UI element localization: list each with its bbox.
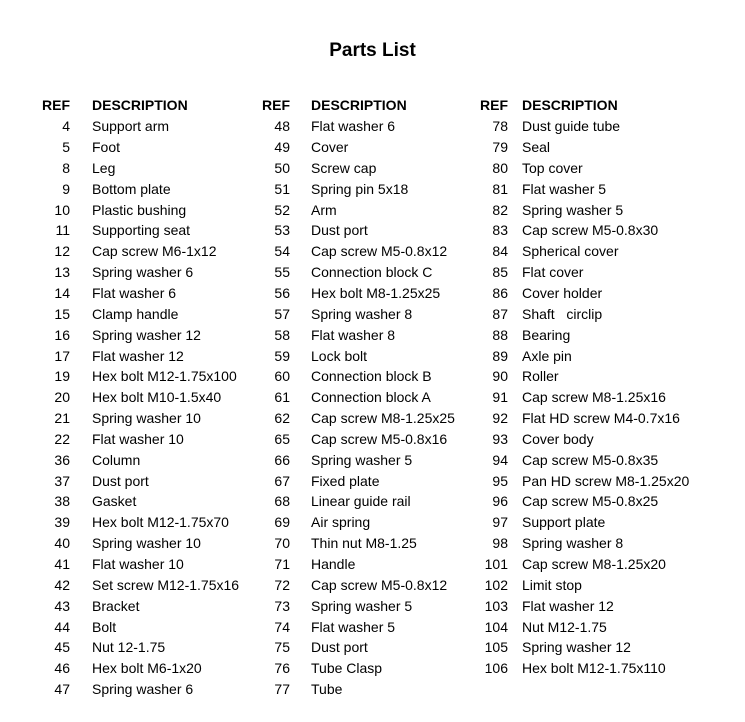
part-description: Cap screw M5-0.8x12 [311, 243, 448, 260]
table-row [421, 158, 689, 179]
part-description: Cap screw M5-0.8x35 [522, 451, 659, 468]
part-description: Lock bolt [311, 347, 368, 364]
part-description: Hex bolt M8-1.25x25 [311, 285, 441, 302]
ref-number: 41 [54, 555, 70, 572]
table-row [0, 533, 239, 554]
table-row [421, 491, 689, 512]
ref-number: 66 [274, 451, 290, 468]
part-description: Spring washer 6 [92, 681, 194, 698]
ref-number: 51 [274, 180, 290, 197]
part-description: Air spring [311, 514, 371, 531]
ref-number: 90 [492, 368, 508, 385]
table-row [0, 283, 239, 304]
part-description: Shaft circlip [522, 305, 603, 322]
part-description: Roller [522, 368, 559, 385]
part-description: Tube Clasp [311, 660, 383, 677]
table-row [421, 449, 689, 470]
table-row [210, 262, 455, 283]
part-description: Flat washer 6 [92, 285, 177, 302]
table-row [0, 554, 239, 575]
table-row [421, 470, 689, 491]
table-row [210, 116, 455, 137]
table-row [421, 220, 689, 241]
ref-number: 61 [274, 389, 290, 406]
part-description: Tube [311, 681, 343, 698]
ref-header: REF [480, 97, 508, 114]
table-row [421, 595, 689, 616]
ref-number: 55 [274, 264, 290, 281]
table-row [0, 303, 239, 324]
ref-number: 36 [54, 451, 70, 468]
ref-number: 92 [492, 410, 508, 427]
ref-number: 94 [492, 451, 508, 468]
table-row [210, 595, 455, 616]
part-description: Spring pin 5x18 [311, 180, 409, 197]
table-row [210, 658, 455, 679]
ref-number: 83 [492, 222, 508, 239]
table-row [210, 220, 455, 241]
table-row [0, 241, 239, 262]
ref-number: 42 [54, 576, 70, 593]
ref-number: 50 [274, 159, 290, 176]
table-row [0, 220, 239, 241]
table-row [0, 449, 239, 470]
part-description: Cap screw M5-0.8x30 [522, 222, 659, 239]
table-row [0, 595, 239, 616]
table-row [210, 429, 455, 450]
table-row [210, 637, 455, 658]
part-description: Fixed plate [311, 472, 380, 489]
part-description: Flat washer 12 [522, 597, 614, 614]
ref-number: 71 [274, 555, 290, 572]
table-row [421, 116, 689, 137]
table-row [421, 616, 689, 637]
ref-number: 96 [492, 493, 508, 510]
parts-column-3 [421, 95, 689, 679]
part-description: Bolt [92, 618, 117, 635]
table-row [210, 241, 455, 262]
part-description: Cap screw M8-1.25x25 [311, 410, 455, 427]
table-row [210, 387, 455, 408]
part-description: Hex bolt M6-1x20 [92, 660, 202, 677]
ref-number: 81 [492, 180, 508, 197]
table-row [421, 137, 689, 158]
ref-number: 88 [492, 326, 508, 343]
ref-number: 47 [54, 681, 70, 698]
ref-number: 54 [274, 243, 290, 260]
table-row [421, 345, 689, 366]
ref-number: 20 [54, 389, 70, 406]
column-header [0, 95, 239, 116]
ref-number: 74 [274, 618, 290, 635]
part-description: Supporting seat [92, 222, 191, 239]
part-description: Cover [311, 139, 349, 156]
ref-number: 65 [274, 430, 290, 447]
table-row [0, 178, 239, 199]
table-row [0, 658, 239, 679]
ref-number: 77 [274, 681, 290, 698]
description-header: DESCRIPTION [311, 97, 407, 114]
part-description: Gasket [92, 493, 137, 510]
table-row [0, 366, 239, 387]
part-description: Spring washer 6 [92, 264, 194, 281]
table-row [210, 178, 455, 199]
part-description: Hex bolt M12-1.75x100 [92, 368, 237, 385]
part-description: Flat washer 5 [311, 618, 396, 635]
table-row [210, 554, 455, 575]
part-description: Cap screw M6-1x12 [92, 243, 217, 260]
part-description: Cap screw M8-1.25x20 [522, 555, 666, 572]
part-description: Dust port [311, 222, 368, 239]
ref-number: 75 [274, 639, 290, 656]
ref-number: 103 [484, 597, 508, 614]
part-description: Flat washer 6 [311, 118, 396, 135]
part-description: Nut 12-1.75 [92, 639, 166, 656]
part-description: Spherical cover [522, 243, 619, 260]
ref-number: 52 [274, 201, 290, 218]
ref-number: 56 [274, 285, 290, 302]
table-row [0, 637, 239, 658]
table-row [421, 178, 689, 199]
table-row [0, 491, 239, 512]
ref-number: 101 [484, 555, 508, 572]
ref-number: 104 [484, 618, 508, 635]
table-row [0, 616, 239, 637]
part-description: Column [92, 451, 141, 468]
ref-number: 95 [492, 472, 508, 489]
table-row [0, 199, 239, 220]
ref-number: 39 [54, 514, 70, 531]
part-description: Hex bolt M10-1.5x40 [92, 389, 222, 406]
ref-number: 17 [54, 347, 70, 364]
table-row [421, 283, 689, 304]
table-row [0, 158, 239, 179]
part-description: Pan HD screw M8-1.25x20 [522, 472, 690, 489]
parts-column-2 [210, 95, 455, 699]
table-row [0, 116, 239, 137]
table-row [210, 345, 455, 366]
ref-number: 15 [54, 305, 70, 322]
part-description: Cover body [522, 430, 594, 447]
table-row [210, 303, 455, 324]
part-description: Dust port [311, 639, 368, 656]
part-description: Flat washer 8 [311, 326, 396, 343]
table-row [210, 470, 455, 491]
ref-number: 91 [492, 389, 508, 406]
part-description: Cover holder [522, 285, 603, 302]
table-row [421, 512, 689, 533]
part-description: Cap screw M5-0.8x12 [311, 576, 448, 593]
part-description: Spring washer 8 [522, 535, 624, 552]
table-row [0, 512, 239, 533]
part-description: Limit stop [522, 576, 582, 593]
ref-number: 102 [484, 576, 508, 593]
part-description: Flat HD screw M4-0.7x16 [522, 410, 680, 427]
ref-number: 44 [54, 618, 70, 635]
part-description: Bottom plate [92, 180, 171, 197]
table-row [421, 429, 689, 450]
ref-number: 93 [492, 430, 508, 447]
table-row [421, 408, 689, 429]
part-description: Axle pin [522, 347, 572, 364]
part-description: Connection block C [311, 264, 433, 281]
part-description: Clamp handle [92, 305, 179, 322]
table-row [0, 408, 239, 429]
part-description: Spring washer 5 [311, 597, 413, 614]
part-description: Flat washer 5 [522, 180, 607, 197]
ref-number: 89 [492, 347, 508, 364]
table-row [0, 345, 239, 366]
ref-number: 53 [274, 222, 290, 239]
table-row [421, 303, 689, 324]
ref-number: 69 [274, 514, 290, 531]
part-description: Nut M12-1.75 [522, 618, 607, 635]
part-description: Spring washer 8 [311, 305, 413, 322]
ref-number: 97 [492, 514, 508, 531]
page-title: Parts List [329, 40, 416, 61]
ref-header: REF [262, 97, 290, 114]
ref-number: 78 [492, 118, 508, 135]
ref-number: 5 [62, 139, 70, 156]
part-description: Spring washer 10 [92, 410, 201, 427]
ref-number: 45 [54, 639, 70, 656]
ref-number: 38 [54, 493, 70, 510]
table-row [421, 199, 689, 220]
ref-number: 22 [54, 430, 70, 447]
part-description: Thin nut M8-1.25 [311, 535, 417, 552]
table-row [0, 429, 239, 450]
description-header: DESCRIPTION [522, 97, 618, 114]
part-description: Flat washer 12 [92, 347, 184, 364]
part-description: Connection block B [311, 368, 432, 385]
ref-number: 82 [492, 201, 508, 218]
part-description: Spring washer 10 [92, 535, 201, 552]
table-row [0, 387, 239, 408]
part-description: Seal [522, 139, 551, 156]
table-row [210, 366, 455, 387]
ref-number: 67 [274, 472, 290, 489]
part-description: Hex bolt M12-1.75x70 [92, 514, 229, 531]
ref-number: 9 [62, 180, 70, 197]
ref-number: 46 [54, 660, 70, 677]
table-row [421, 262, 689, 283]
table-row [210, 491, 455, 512]
part-description: Support plate [522, 514, 606, 531]
ref-number: 58 [274, 326, 290, 343]
parts-column-1 [0, 95, 239, 699]
table-row [421, 324, 689, 345]
ref-number: 86 [492, 285, 508, 302]
table-row [421, 658, 689, 679]
ref-number: 11 [55, 222, 70, 239]
ref-number: 43 [54, 597, 70, 614]
part-description: Spring washer 12 [92, 326, 201, 343]
part-description: Cap screw M8-1.25x16 [522, 389, 666, 406]
ref-number: 49 [274, 139, 290, 156]
ref-number: 87 [492, 305, 508, 322]
table-row [210, 158, 455, 179]
table-row [210, 449, 455, 470]
part-description: Flat cover [522, 264, 584, 281]
ref-number: 14 [54, 285, 70, 302]
table-row [210, 199, 455, 220]
ref-number: 68 [274, 493, 290, 510]
part-description: Top cover [522, 159, 583, 176]
ref-number: 73 [274, 597, 290, 614]
table-row [0, 324, 239, 345]
part-description: Handle [311, 555, 356, 572]
table-row [421, 533, 689, 554]
table-row [210, 137, 455, 158]
ref-number: 4 [62, 118, 70, 135]
part-description: Set screw M12-1.75x16 [92, 576, 240, 593]
ref-number: 84 [492, 243, 508, 260]
table-row [210, 512, 455, 533]
table-row [210, 533, 455, 554]
ref-number: 48 [274, 118, 290, 135]
part-description: Spring washer 5 [311, 451, 413, 468]
ref-number: 79 [492, 139, 508, 156]
table-row [210, 616, 455, 637]
part-description: Leg [92, 159, 116, 176]
ref-number: 19 [54, 368, 70, 385]
part-description: Flat washer 10 [92, 555, 184, 572]
table-row [210, 408, 455, 429]
part-description: Support arm [92, 118, 170, 135]
table-row [0, 679, 239, 700]
part-description: Spring washer 5 [522, 201, 624, 218]
table-row [0, 137, 239, 158]
table-row [421, 574, 689, 595]
ref-number: 59 [274, 347, 290, 364]
ref-number: 70 [274, 535, 290, 552]
column-header [210, 95, 455, 116]
description-header: DESCRIPTION [92, 97, 188, 114]
part-description: Arm [311, 201, 337, 218]
ref-number: 72 [274, 576, 290, 593]
table-row [210, 324, 455, 345]
part-description: Cap screw M5-0.8x25 [522, 493, 659, 510]
ref-number: 16 [54, 326, 70, 343]
table-row [421, 241, 689, 262]
part-description: Screw cap [311, 159, 377, 176]
table-row [0, 470, 239, 491]
table-row [210, 283, 455, 304]
ref-number: 85 [492, 264, 508, 281]
ref-number: 40 [54, 535, 70, 552]
ref-number: 10 [54, 201, 70, 218]
part-description: Dust port [92, 472, 149, 489]
table-row [421, 554, 689, 575]
table-row [421, 366, 689, 387]
table-row [421, 637, 689, 658]
table-row [421, 387, 689, 408]
part-description: Plastic bushing [92, 201, 187, 218]
part-description: Linear guide rail [311, 493, 411, 510]
table-row [0, 262, 239, 283]
ref-number: 106 [484, 660, 508, 677]
ref-number: 60 [274, 368, 290, 385]
part-description: Spring washer 12 [522, 639, 631, 656]
table-row [210, 574, 455, 595]
ref-header: REF [42, 97, 70, 114]
column-header [421, 95, 689, 116]
part-description: Dust guide tube [522, 118, 621, 135]
table-row [210, 679, 455, 700]
ref-number: 13 [54, 264, 70, 281]
ref-number: 8 [62, 159, 70, 176]
ref-number: 80 [492, 159, 508, 176]
part-description: Flat washer 10 [92, 430, 184, 447]
ref-number: 76 [274, 660, 290, 677]
part-description: Hex bolt M12-1.75x110 [522, 660, 666, 677]
part-description: Bracket [92, 597, 140, 614]
part-description: Cap screw M5-0.8x16 [311, 430, 448, 447]
part-description: Foot [92, 139, 121, 156]
ref-number: 12 [54, 243, 70, 260]
ref-number: 105 [484, 639, 508, 656]
part-description: Bearing [522, 326, 571, 343]
ref-number: 98 [492, 535, 508, 552]
ref-number: 21 [54, 410, 70, 427]
ref-number: 62 [274, 410, 290, 427]
ref-number: 37 [54, 472, 70, 489]
table-row [0, 574, 239, 595]
part-description: Connection block A [311, 389, 431, 406]
ref-number: 57 [274, 305, 290, 322]
